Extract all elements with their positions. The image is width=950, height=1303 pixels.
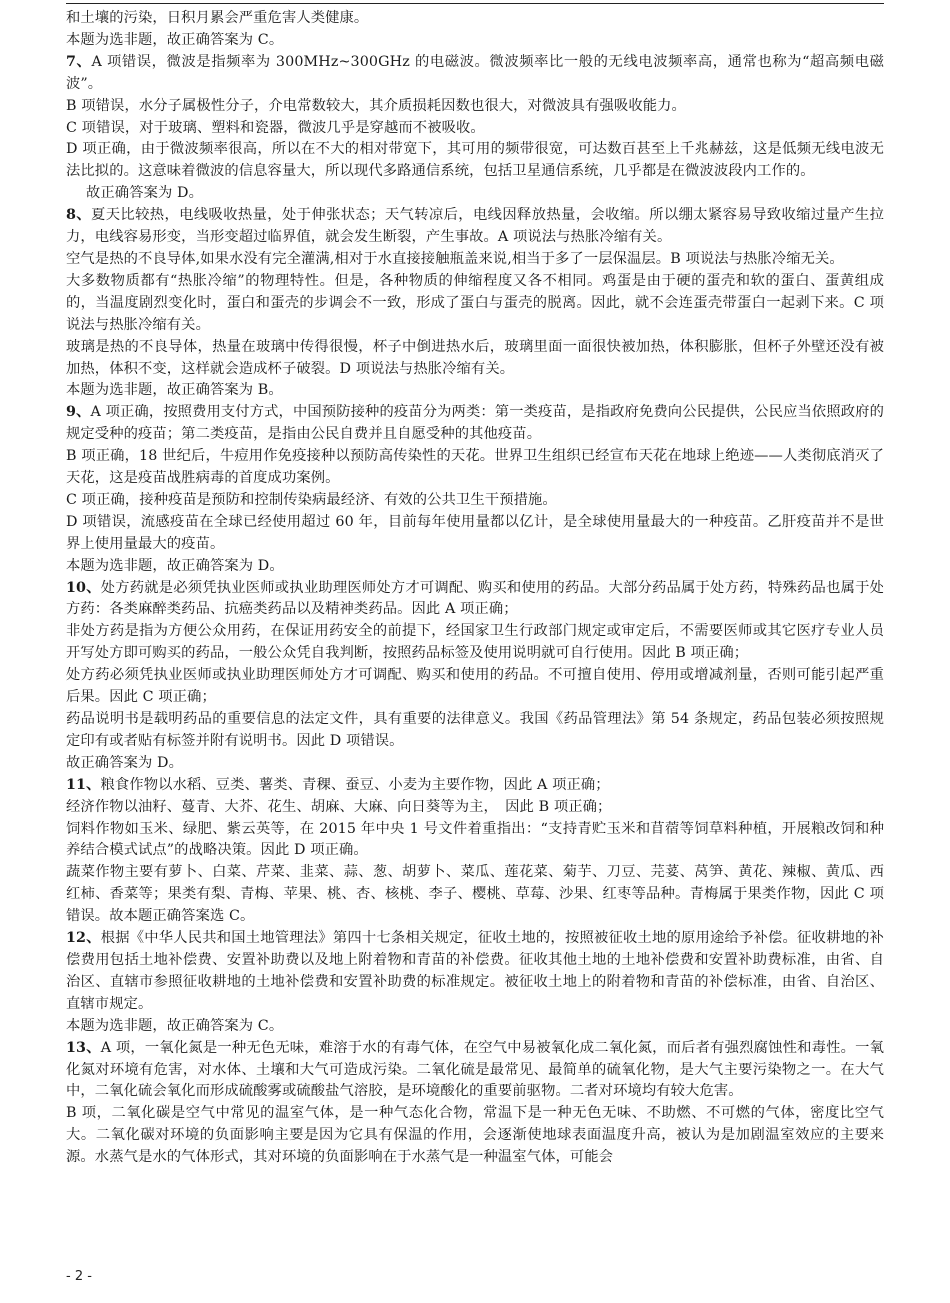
- paragraph-text: B 项错误，水分子属极性分子，介电常数较大，其介质损耗因数也很大，对微波具有强吸收能力。: [66, 97, 686, 114]
- explanation-paragraph: [66, 249, 884, 271]
- paragraph-text: 故正确答案为 D。: [86, 185, 203, 202]
- paragraph-text: C 项错误，对于玻璃、塑料和瓷器，微波几乎是穿越而不被吸收。: [66, 119, 485, 136]
- question-explanation-start: [66, 928, 884, 1016]
- paragraph-text: 本题为选非题，故正确答案为 C。: [66, 31, 284, 48]
- question-explanation-start: [66, 1038, 884, 1104]
- paragraph-text: 空气是热的不良导体,如果水没有完全灌满,相对于水直接接触瓶盖来说,相当于多了一层保温层。B 项说法与热胀冷缩无关。: [66, 250, 844, 267]
- explanation-paragraph: [66, 1103, 884, 1169]
- paragraph-text: 饲料作物如玉米、绿肥、紫云英等，在 2015 年中央 1 号文件着重指出：“支持青贮玉米和苜蓿等饲草料种植，开展粮改饲和种养结合模式试点”的战略决策。因此 D 项正确。: [66, 820, 884, 859]
- explanation-paragraph: [66, 183, 884, 205]
- paragraph-text: 非处方药是指为方便公众用药，在保证用药安全的前提下，经国家卫生行政部门规定或审定后，不需要医师或其它医疗专业人员开写处方即可购买的药品，一般公众凭自我判断，按照药品标签及使用说明就可自行使用。因此 B 项正确；: [66, 623, 884, 662]
- explanation-paragraph: [66, 118, 884, 140]
- question-number: 9、: [66, 404, 91, 421]
- explanation-paragraph: [66, 1016, 884, 1038]
- paragraph-text: B 项，二氧化碳是空气中常见的温室气体，是一种气态化合物，常温下是一种无色无味、不助燃、不可燃的气体，密度比空气大。二氧化碳对环境的负面影响主要是因为它具有保温的作用，会逐渐使地球表面温度升高，被认为是加剧温室效应的主要来源。水蒸气是水的气体形式，其对环境的负面影响在于水蒸气是一种温室气体，可能会: [66, 1105, 884, 1166]
- paragraph-text: 和土壤的污染，日积月累会严重危害人类健康。: [66, 10, 369, 26]
- paragraph-text: 蔬菜作物主要有萝卜、白菜、芹菜、韭菜、蒜、葱、胡萝卜、菜瓜、莲花菜、菊芋、刀豆、芫荽、莴笋、黄花、辣椒、黄瓜、西红柿、香菜等；果类有梨、青梅、苹果、桃、杏、核桃、李子、樱桃、草莓、沙果、红枣等品种。青梅属于果类作物，因此 C 项错误。故本题正确答案选 C。: [66, 864, 884, 925]
- answer-explanations: [66, 8, 884, 1169]
- question-number: 13、: [66, 1039, 101, 1056]
- explanation-paragraph: [66, 709, 884, 753]
- explanation-paragraph: [66, 139, 884, 183]
- paragraph-text: 粮食作物以水稻、豆类、薯类、青稞、蚕豆、小麦为主要作物，因此 A 项正确；: [100, 776, 610, 793]
- page-number: - 2 -: [66, 1269, 92, 1284]
- explanation-paragraph: [66, 621, 884, 665]
- paragraph-text: D 项错误，流感疫苗在全球已经使用超过 60 年，目前每年使用量都以亿计，是全球使用量最大的一种疫苗。乙肝疫苗并不是世界上使用量最大的疫苗。: [66, 513, 884, 552]
- explanation-paragraph: [66, 30, 884, 52]
- question-number: 12、: [66, 930, 101, 947]
- paragraph-text: 故正确答案为 D。: [66, 754, 183, 771]
- explanation-paragraph: [66, 665, 884, 709]
- explanation-paragraph: [66, 380, 884, 402]
- explanation-paragraph: [66, 337, 884, 381]
- paragraph-text: D 项正确，由于微波频率很高，所以在不大的相对带宽下，其可用的频带很宽，可达数百甚至上千兆赫兹，这是低频无线电波无法比拟的。这意味着微波的信息容量大，所以现代多路通信系统，包括卫星通信系统，几乎都是在微波波段内工作的。: [66, 141, 884, 180]
- explanation-paragraph: [66, 512, 884, 556]
- explanation-paragraph: [66, 8, 884, 30]
- paragraph-text: 本题为选非题，故正确答案为 C。: [66, 1017, 284, 1034]
- paragraph-text: C 项正确，接种疫苗是预防和控制传染病最经济、有效的公共卫生干预措施。: [66, 491, 557, 508]
- paragraph-text: 玻璃是热的不良导体，热量在玻璃中传得很慢，杯子中倒进热水后，玻璃里面一面很快被加热，体积膨胀，但杯子外壁还没有被加热，体积不变，这样就会造成杯子破裂。D 项说法与热胀冷缩有关。: [66, 338, 884, 377]
- paragraph-text: A 项，一氧化氮是一种无色无味，难溶于水的有毒气体，在空气中易被氧化成二氧化氮，而后者有强烈腐蚀性和毒性。一氧化氮对环境有危害，对水体、土壤和大气可造成污染。二氧化硫是最常见、最简单的硫氧化物，是大气主要污染物之一。在大气中，二氧化硫会氧化而形成硫酸雾或硫酸盐气溶胶，是环境酸化的重要前驱物。二者对环境均有较大危害。: [66, 1039, 884, 1100]
- paragraph-text: 夏天比较热，电线吸收热量，处于伸张状态；天气转凉后，电线因释放热量，会收缩。所以绷太紧容易导致收缩过量产生拉力，电线容易形变，当形变超过临界值，就会发生断裂，产生事故。A 项说法与热胀冷缩有关。: [66, 207, 884, 246]
- question-number: 8、: [66, 207, 92, 224]
- question-number: 11、: [66, 776, 101, 793]
- explanation-paragraph: [66, 862, 884, 928]
- paragraph-text: 根据《中华人民共和国土地管理法》第四十七条相关规定，征收土地的，按照被征收土地的原用途给予补偿。征收耕地的补偿费用包括土地补偿费、安置补助费以及地上附着物和青苗的补偿费。征收其他土地的土地补偿费和安置补助费标准，由省、自治区、直辖市参照征收耕地的土地补偿费和安置补助费的标准规定。被征收土地上的附着物和青苗的补偿标准，由省、自治区、直辖市规定。: [66, 930, 884, 1012]
- explanation-paragraph: [66, 797, 884, 819]
- question-explanation-start: [66, 205, 884, 249]
- question-explanation-start: [66, 578, 884, 622]
- paragraph-text: 处方药就是必须凭执业医师或执业助理医师处方才可调配、购买和使用的药品。大部分药品属于处方药，特殊药品也属于处方药：各类麻醉类药品、抗癌类药品以及精神类药品。因此 A 项正确；: [66, 579, 884, 618]
- question-explanation-start: [66, 402, 884, 446]
- paragraph-text: B 项正确，18 世纪后，牛痘用作免疫接种以预防高传染性的天花。世界卫生组织已经宣布天花在地球上绝迹——人类彻底消灭了天花，这是疫苗战胜病毒的首度成功案例。: [66, 448, 884, 487]
- explanation-paragraph: [66, 490, 884, 512]
- explanation-paragraph: [66, 753, 884, 775]
- paragraph-text: 大多数物质都有“热胀冷缩”的物理特性。但是，各种物质的伸缩程度又各不相同。鸡蛋是由于硬的蛋壳和软的蛋白、蛋黄组成的，当温度剧烈变化时，蛋白和蛋壳的步调会不一致，形成了蛋白与蛋壳的脱离。因此，就不会连蛋壳带蛋白一起剥下来。C 项说法与热胀冷缩有关。: [66, 272, 884, 333]
- paragraph-text: A 项错误，微波是指频率为 300MHz~300GHz 的电磁波。微波频率比一般的无线电波频率高，通常也称为“超高频电磁波”。: [66, 53, 884, 92]
- explanation-paragraph: [66, 446, 884, 490]
- explanation-paragraph: [66, 96, 884, 118]
- paragraph-text: 药品说明书是载明药品的重要信息的法定文件，具有重要的法律意义。我国《药品管理法》第 54 条规定，药品包装必须按照规定印有或者贴有标签并附有说明书。因此 D 项错误。: [66, 711, 884, 749]
- paragraph-text: 处方药必须凭执业医师或执业助理医师处方才可调配、购买和使用的药品。不可擅自使用、停用或增减剂量，否则可能引起严重后果。因此 C 项正确；: [66, 667, 884, 706]
- question-explanation-start: [66, 52, 884, 96]
- explanation-paragraph: [66, 556, 884, 578]
- header-rule: [66, 3, 884, 4]
- question-explanation-start: [66, 775, 884, 797]
- paragraph-text: 本题为选非题，故正确答案为 D。: [66, 557, 284, 574]
- explanation-paragraph: [66, 271, 884, 337]
- paragraph-text: 经济作物以油籽、蔓青、大芥、花生、胡麻、大麻、向日葵等为主， 因此 B 项正确；: [66, 798, 612, 815]
- question-number: 10、: [66, 579, 101, 596]
- paragraph-text: A 项正确，按照费用支付方式，中国预防接种的疫苗分为两类：第一类疫苗，是指政府免费向公民提供，公民应当依照政府的规定受种的疫苗；第二类疫苗，是指由公民自费并且自愿受种的其他疫苗。: [66, 404, 884, 443]
- explanation-paragraph: [66, 819, 884, 863]
- paragraph-text: 本题为选非题，故正确答案为 B。: [66, 382, 283, 399]
- question-number: 7、: [66, 53, 92, 70]
